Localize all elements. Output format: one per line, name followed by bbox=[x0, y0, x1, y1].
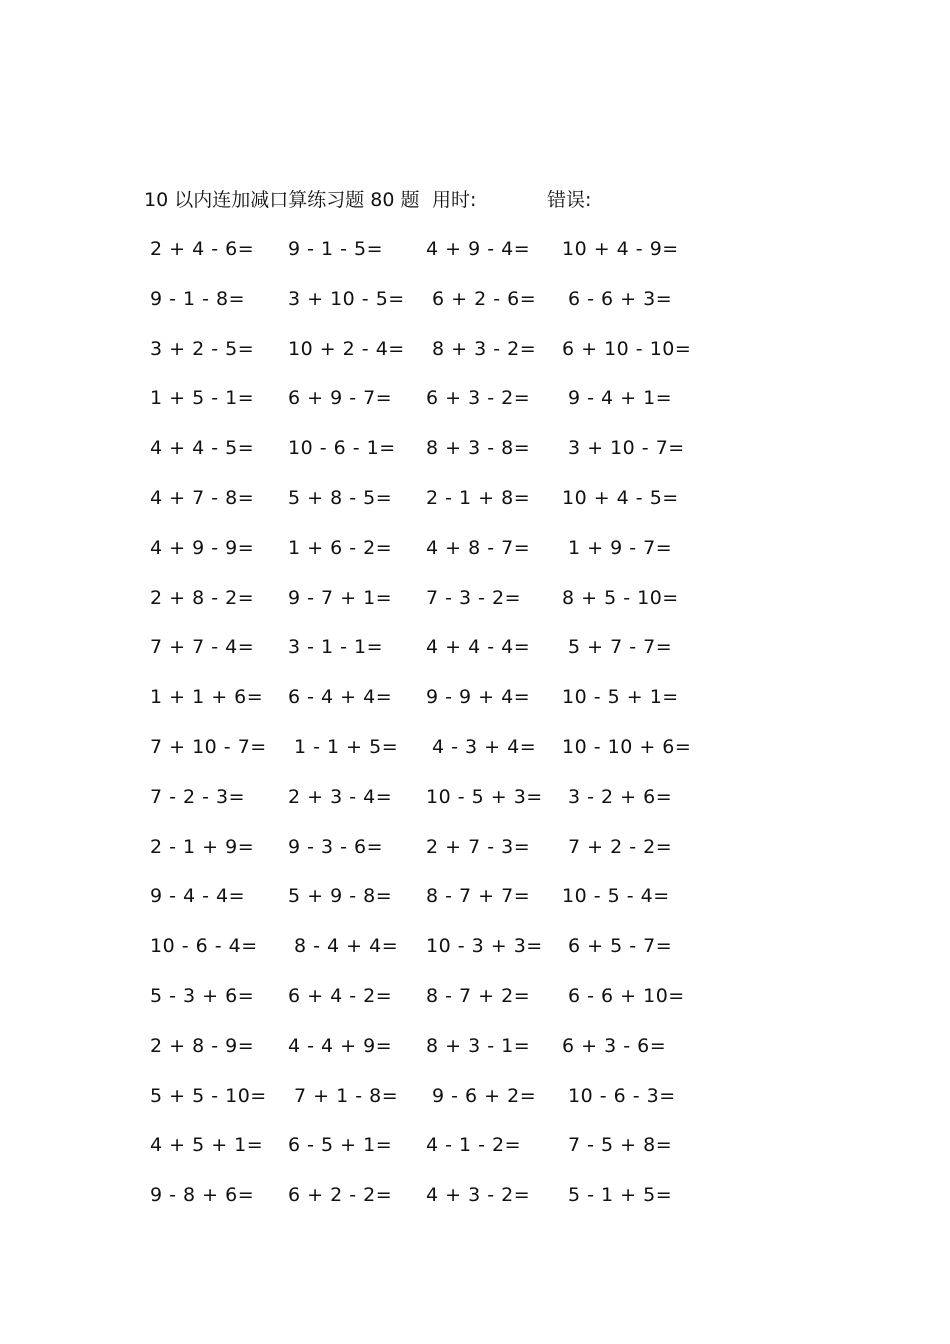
problem-item: 8 + 3 - 1= bbox=[426, 1034, 531, 1057]
problem-item: 2 + 7 - 3= bbox=[426, 835, 531, 858]
problem-item: 6 + 9 - 7= bbox=[288, 387, 393, 410]
problem-item: 6 - 6 + 3= bbox=[568, 287, 673, 310]
problem-row bbox=[0, 1131, 950, 1181]
problem-item: 10 - 5 + 1= bbox=[562, 686, 679, 709]
problem-item: 4 + 7 - 8= bbox=[150, 486, 255, 509]
problem-item: 2 + 3 - 4= bbox=[288, 785, 393, 808]
problem-item: 6 + 4 - 2= bbox=[288, 984, 393, 1007]
problem-item: 7 - 5 + 8= bbox=[568, 1134, 673, 1157]
problem-row bbox=[0, 833, 950, 883]
problem-item: 1 + 5 - 1= bbox=[150, 387, 255, 410]
problem-item: 1 - 1 + 5= bbox=[294, 735, 399, 758]
problem-row bbox=[0, 683, 950, 733]
problem-item: 9 - 3 - 6= bbox=[288, 835, 384, 858]
problem-item: 10 - 6 - 4= bbox=[150, 935, 258, 958]
problem-row bbox=[0, 932, 950, 982]
problem-item: 7 + 7 - 4= bbox=[150, 636, 255, 659]
problem-item: 4 - 4 + 9= bbox=[288, 1034, 393, 1057]
problem-row bbox=[0, 783, 950, 833]
problem-row bbox=[0, 633, 950, 683]
problem-item: 7 + 1 - 8= bbox=[294, 1084, 399, 1107]
problem-row bbox=[0, 335, 950, 385]
problem-item: 4 - 3 + 4= bbox=[432, 735, 537, 758]
problem-item: 5 + 7 - 7= bbox=[568, 636, 673, 659]
problem-item: 6 + 2 - 6= bbox=[432, 287, 537, 310]
problem-row bbox=[0, 584, 950, 634]
problem-row bbox=[0, 484, 950, 534]
problem-row bbox=[0, 882, 950, 932]
problem-item: 2 - 1 + 8= bbox=[426, 486, 531, 509]
problem-item: 4 + 4 - 4= bbox=[426, 636, 531, 659]
problem-item: 3 - 1 - 1= bbox=[288, 636, 384, 659]
problem-item: 6 - 5 + 1= bbox=[288, 1134, 393, 1157]
problem-item: 2 + 4 - 6= bbox=[150, 238, 255, 260]
problem-item: 8 + 3 - 8= bbox=[426, 437, 531, 460]
problem-row bbox=[0, 1032, 950, 1082]
problem-item: 6 + 10 - 10= bbox=[562, 337, 692, 360]
problem-item: 8 - 7 + 7= bbox=[426, 885, 531, 908]
problem-item: 3 + 10 - 5= bbox=[288, 287, 405, 310]
problem-item: 9 - 1 - 8= bbox=[150, 287, 246, 310]
problem-item: 10 - 10 + 6= bbox=[562, 735, 692, 758]
problem-item: 4 + 8 - 7= bbox=[426, 536, 531, 559]
problem-item: 7 + 10 - 7= bbox=[150, 735, 267, 758]
problem-item: 5 + 8 - 5= bbox=[288, 486, 393, 509]
problem-item: 10 + 4 - 9= bbox=[562, 238, 679, 260]
problem-item: 7 - 2 - 3= bbox=[150, 785, 246, 808]
problem-item: 1 + 6 - 2= bbox=[288, 536, 393, 559]
worksheet-title: 10 以内连加减口算练习题 80 题 bbox=[144, 189, 420, 211]
problem-item: 9 - 4 - 4= bbox=[150, 885, 246, 908]
problem-item: 6 + 3 - 6= bbox=[562, 1034, 667, 1057]
problem-item: 10 + 2 - 4= bbox=[288, 337, 405, 360]
problem-item: 10 - 3 + 3= bbox=[426, 935, 543, 958]
problem-item: 5 + 9 - 8= bbox=[288, 885, 393, 908]
problem-item: 4 + 5 + 1= bbox=[150, 1134, 264, 1157]
problem-item: 8 + 3 - 2= bbox=[432, 337, 537, 360]
problem-row bbox=[0, 434, 950, 484]
problem-item: 10 - 6 - 3= bbox=[568, 1084, 676, 1107]
problem-item: 5 - 3 + 6= bbox=[150, 984, 255, 1007]
problem-item: 3 + 10 - 7= bbox=[568, 437, 685, 460]
problem-item: 10 - 5 + 3= bbox=[426, 785, 543, 808]
problem-item: 4 - 1 - 2= bbox=[426, 1134, 522, 1157]
problem-item: 4 + 9 - 4= bbox=[426, 238, 531, 260]
problem-item: 9 - 4 + 1= bbox=[568, 387, 673, 410]
problem-item: 10 - 5 - 4= bbox=[562, 885, 670, 908]
problem-item: 10 - 6 - 1= bbox=[288, 437, 396, 460]
problem-item: 5 - 1 + 5= bbox=[568, 1184, 673, 1207]
problem-item: 4 + 9 - 9= bbox=[150, 536, 255, 559]
problem-item: 6 - 6 + 10= bbox=[568, 984, 685, 1007]
problem-item: 6 + 3 - 2= bbox=[426, 387, 531, 410]
problem-item: 2 - 1 + 9= bbox=[150, 835, 255, 858]
problem-row bbox=[0, 235, 950, 285]
problem-item: 6 + 5 - 7= bbox=[568, 935, 673, 958]
problem-item: 5 + 5 - 10= bbox=[150, 1084, 267, 1107]
problem-item: 8 + 5 - 10= bbox=[562, 586, 679, 609]
time-label: 用时: bbox=[432, 189, 477, 211]
problem-item: 1 + 9 - 7= bbox=[568, 536, 673, 559]
problem-item: 9 - 1 - 5= bbox=[288, 238, 384, 260]
problem-item: 8 - 7 + 2= bbox=[426, 984, 531, 1007]
problem-item: 7 + 2 - 2= bbox=[568, 835, 673, 858]
problem-item: 4 + 3 - 2= bbox=[426, 1184, 531, 1207]
problem-row bbox=[0, 1082, 950, 1132]
problem-grid bbox=[0, 235, 950, 1231]
problem-item: 7 - 3 - 2= bbox=[426, 586, 522, 609]
problem-item: 8 - 4 + 4= bbox=[294, 935, 399, 958]
problem-item: 1 + 1 + 6= bbox=[150, 686, 264, 709]
problem-item: 9 - 8 + 6= bbox=[150, 1184, 255, 1207]
problem-row bbox=[0, 1181, 950, 1231]
problem-row bbox=[0, 733, 950, 783]
problem-item: 2 + 8 - 9= bbox=[150, 1034, 255, 1057]
error-label: 错误: bbox=[547, 189, 592, 211]
problem-item: 9 - 6 + 2= bbox=[432, 1084, 537, 1107]
problem-item: 6 + 2 - 2= bbox=[288, 1184, 393, 1207]
problem-item: 3 - 2 + 6= bbox=[568, 785, 673, 808]
problem-item: 3 + 2 - 5= bbox=[150, 337, 255, 360]
worksheet-header bbox=[0, 186, 950, 214]
problem-item: 4 + 4 - 5= bbox=[150, 437, 255, 460]
problem-item: 9 - 9 + 4= bbox=[426, 686, 531, 709]
problem-row bbox=[0, 285, 950, 335]
problem-row bbox=[0, 534, 950, 584]
problem-item: 2 + 8 - 2= bbox=[150, 586, 255, 609]
problem-item: 6 - 4 + 4= bbox=[288, 686, 393, 709]
problem-row bbox=[0, 982, 950, 1032]
problem-item: 9 - 7 + 1= bbox=[288, 586, 393, 609]
problem-item: 10 + 4 - 5= bbox=[562, 486, 679, 509]
problem-row bbox=[0, 384, 950, 434]
